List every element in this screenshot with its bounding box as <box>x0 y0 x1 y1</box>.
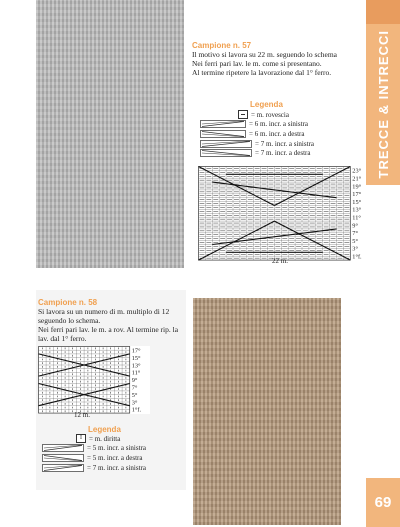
legend-item <box>200 139 360 149</box>
legend-item <box>42 453 192 463</box>
chapter-tab-label: TRECCE & INTRECCI <box>375 30 391 179</box>
purl-symbol-icon <box>238 110 248 119</box>
row-label: 3° <box>131 399 138 407</box>
instruction-line: Al termine ripetere la lavorazione dal 1° ferro. <box>192 68 332 77</box>
sample-58-instructions <box>38 307 188 343</box>
row-label: 1°f. <box>352 253 362 261</box>
instruction-line: Si lavora su un numero di m. multiplo di 12 <box>38 307 170 316</box>
sample-57-width-label: 22 m. <box>272 257 288 265</box>
cross-5-right-icon <box>42 454 84 462</box>
sample-58-legend-title: Legenda <box>88 425 121 434</box>
legend-item <box>200 129 360 139</box>
legend-item <box>200 120 360 130</box>
row-label: 11° <box>131 369 141 377</box>
sample-57-title: Campione n. 57 <box>192 41 252 50</box>
sample-57-legend-title: Legenda <box>250 100 283 109</box>
cross-7-left-icon <box>42 464 84 472</box>
instruction-line: Il motivo si lavora su 22 m. seguendo lo schema <box>192 50 337 59</box>
cross-5-left-icon <box>42 444 84 452</box>
instruction-line: lav. dal 1° ferro. <box>38 334 87 343</box>
instruction-line: Nei ferri pari lav. le m. come si presentano. <box>192 59 322 68</box>
row-label: 21° <box>352 175 362 183</box>
knit-symbol-icon: I <box>76 434 86 443</box>
legend-label: = 5 m. incr. a sinistra <box>87 444 146 453</box>
row-label: 17° <box>131 347 141 355</box>
legend-label: = 6 m. incr. a destra <box>249 129 305 138</box>
legend-label: = 7 m. incr. a sinistra <box>255 139 314 148</box>
sample-57-photo <box>36 0 184 268</box>
row-label: 3° <box>352 245 358 253</box>
sample-58-chart <box>38 346 150 414</box>
legend-label: = 6 m. incr. a sinistra <box>249 120 308 129</box>
chapter-tab-top <box>366 0 400 24</box>
legend-item <box>42 463 192 473</box>
row-label: 17° <box>352 191 362 199</box>
row-label: 23° <box>352 167 362 175</box>
row-label: 15° <box>131 354 141 362</box>
row-label: 7° <box>131 384 138 392</box>
cross-6-left-icon <box>200 120 246 128</box>
sample-58-legend <box>42 434 192 472</box>
sample-57-chart <box>198 166 366 262</box>
legend-item <box>42 444 192 454</box>
row-label: 13° <box>131 362 141 370</box>
row-label: 7° <box>352 230 358 238</box>
row-label: 19° <box>352 183 362 191</box>
row-label: 9° <box>131 377 138 385</box>
sample-58-title: Campione n. 58 <box>38 298 98 307</box>
legend-label: = 7 m. incr. a sinistra <box>87 463 146 472</box>
row-label: 9° <box>352 222 358 230</box>
row-label: 15° <box>352 198 362 206</box>
instruction-line: seguendo lo schema. <box>38 316 101 325</box>
cross-7-right-icon <box>200 149 252 157</box>
row-label: 5° <box>352 237 358 245</box>
row-label: 13° <box>352 206 362 214</box>
legend-label: = m. diritta <box>89 434 121 443</box>
sample-58-photo <box>193 298 341 525</box>
legend-item <box>200 148 360 158</box>
sample-58-width-label: 12 m. <box>74 411 90 419</box>
row-label: 11° <box>352 214 361 222</box>
instruction-line: Nei ferri pari lav. le m. a rov. Al termine rip. la <box>38 325 179 334</box>
legend-item <box>42 434 192 444</box>
row-labels <box>132 348 142 414</box>
legend-item <box>200 110 360 120</box>
legend-label: = 7 m. incr. a destra <box>255 149 311 158</box>
row-labels <box>352 168 362 261</box>
chart-grid <box>199 167 351 261</box>
sample-57-legend <box>200 110 360 158</box>
page-number: 69 <box>366 478 400 527</box>
chart-grid <box>39 347 130 414</box>
row-label: 1°f. <box>131 406 142 414</box>
legend-label: = m. rovescia <box>251 110 289 119</box>
legend-label: = 5 m. incr. a destra <box>87 453 143 462</box>
row-label: 5° <box>131 391 138 399</box>
cross-6-right-icon <box>200 130 246 138</box>
cross-7-left-icon <box>200 140 252 148</box>
sample-57-instructions <box>192 50 362 77</box>
